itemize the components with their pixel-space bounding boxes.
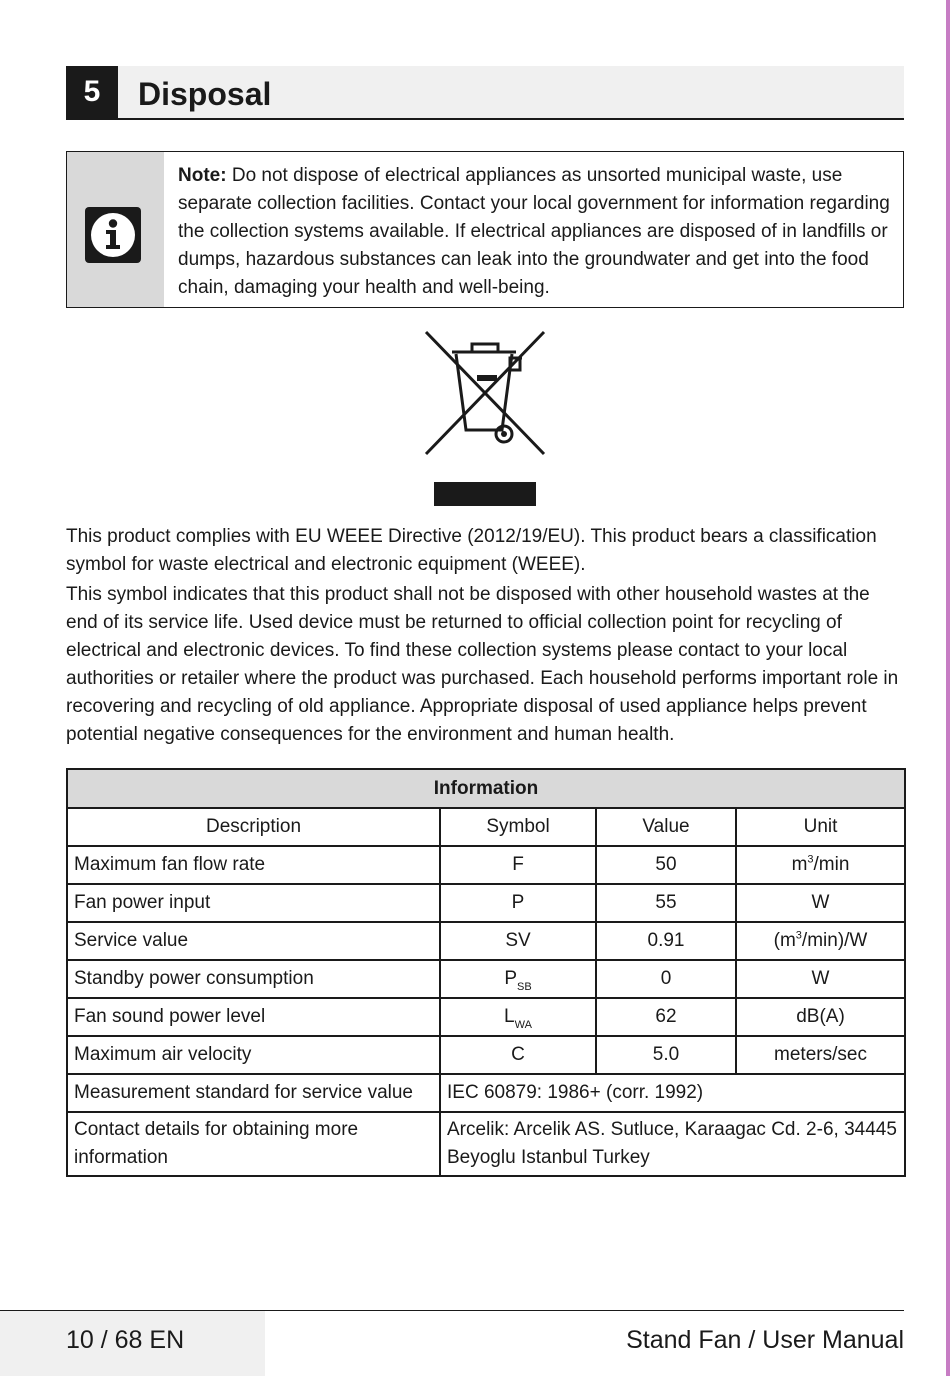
symbol-main: L bbox=[504, 1006, 515, 1027]
table-row bbox=[67, 1036, 905, 1074]
measurement-label: Measurement standard for service value bbox=[67, 1074, 440, 1112]
measurement-row bbox=[67, 1074, 905, 1112]
unit-suffix: /min bbox=[813, 854, 850, 875]
row-symbol bbox=[440, 998, 596, 1036]
crossed-out-wheelie-bin-icon bbox=[422, 328, 548, 458]
row-symbol bbox=[440, 1036, 596, 1074]
row-value: 0 bbox=[596, 960, 736, 998]
contact-value: Arcelik: Arcelik AS. Sutluce, Karaagac Cd. 2-6, 34445 Beyoglu Istanbul Turkey bbox=[440, 1112, 905, 1176]
row-unit bbox=[736, 884, 905, 922]
symbol-subscript: SB bbox=[517, 981, 532, 993]
row-unit bbox=[736, 922, 905, 960]
row-description: Fan power input bbox=[67, 884, 440, 922]
row-unit bbox=[736, 1036, 905, 1074]
page-number: 10 / 68 EN bbox=[66, 1326, 185, 1354]
row-unit bbox=[736, 998, 905, 1036]
symbol-main: C bbox=[511, 1044, 525, 1065]
info-icon bbox=[85, 207, 141, 263]
unit-main: dB(A) bbox=[796, 1006, 845, 1027]
symbol-paragraph: This symbol indicates that this product shall not be disposed with other household wastes at the end of its service life. Used device must be returned to official collection point for recycling of electrical and electronic devices. To find these collection systems please contact to your local authorities or retailer where the product was purchased. Each household performs important role in recovering and recycling of old appliance. Appropriate disposal of used appliance helps prevent potential negative consequences for the environment and human health. bbox=[66, 584, 899, 745]
document-title: Stand Fan / User Manual bbox=[626, 1326, 904, 1354]
section-number: 5 bbox=[66, 66, 118, 118]
row-description: Maximum fan flow rate bbox=[67, 846, 440, 884]
row-unit bbox=[736, 960, 905, 998]
section-header bbox=[66, 66, 904, 120]
row-symbol bbox=[440, 960, 596, 998]
table-row bbox=[67, 960, 905, 998]
row-value: 50 bbox=[596, 846, 736, 884]
unit-main: (m bbox=[773, 930, 796, 951]
unit-main: m bbox=[791, 854, 808, 875]
row-symbol bbox=[440, 846, 596, 884]
row-symbol bbox=[440, 884, 596, 922]
contact-label: Contact details for obtaining more information bbox=[67, 1112, 440, 1176]
table-row bbox=[67, 884, 905, 922]
weee-black-bar bbox=[434, 482, 536, 506]
row-value: 5.0 bbox=[596, 1036, 736, 1074]
row-symbol bbox=[440, 922, 596, 960]
row-description: Service value bbox=[67, 922, 440, 960]
measurement-value: IEC 60879: 1986+ (corr. 1992) bbox=[440, 1074, 905, 1112]
unit-main: W bbox=[811, 968, 830, 989]
row-value: 55 bbox=[596, 884, 736, 922]
table-row bbox=[67, 846, 905, 884]
contact-row bbox=[67, 1112, 905, 1176]
information-table bbox=[66, 768, 906, 1177]
symbol-main: P bbox=[511, 892, 525, 913]
unit-superscript: 3 bbox=[807, 853, 814, 866]
compliance-paragraph: This product complies with EU WEEE Directive (2012/19/EU). This product bears a classification symbol for waste electrical and electronic equipment (WEEE). bbox=[66, 526, 877, 575]
symbol-main: P bbox=[504, 968, 517, 989]
row-description: Maximum air velocity bbox=[67, 1036, 440, 1074]
page-edge-strip bbox=[946, 0, 950, 1376]
row-description: Standby power consumption bbox=[67, 960, 440, 998]
header-value: Value bbox=[596, 808, 736, 846]
section-title: Disposal bbox=[138, 76, 272, 112]
symbol-subscript: WA bbox=[514, 1019, 532, 1031]
table-row bbox=[67, 998, 905, 1036]
unit-suffix: /min)/W bbox=[801, 930, 868, 951]
note-body: Do not dispose of electrical appliances as unsorted municipal waste, use separate collection facilities. Contact your local government for information regarding the collection systems available. If electrical appliances are disposed of in landfills or dumps, hazardous substances can leak into the groundwater and get into the food chain, damaging your health and well-being. bbox=[178, 165, 890, 298]
symbol-main: F bbox=[512, 854, 524, 875]
table-header-row bbox=[67, 808, 905, 846]
symbol-main: SV bbox=[505, 930, 531, 951]
row-description: Fan sound power level bbox=[67, 998, 440, 1036]
note-label: Note: bbox=[178, 165, 227, 186]
table-title: Information bbox=[67, 769, 905, 808]
note-box bbox=[66, 151, 904, 308]
note-icon-cell bbox=[67, 152, 164, 307]
table-title-row bbox=[67, 769, 905, 808]
unit-main: W bbox=[811, 892, 830, 913]
unit-main: meters/sec bbox=[774, 1044, 867, 1065]
note-text bbox=[178, 162, 893, 302]
row-value: 0.91 bbox=[596, 922, 736, 960]
header-description: Description bbox=[67, 808, 440, 846]
header-unit: Unit bbox=[736, 808, 905, 846]
header-symbol: Symbol bbox=[440, 808, 596, 846]
unit-superscript: 3 bbox=[795, 929, 802, 942]
row-value: 62 bbox=[596, 998, 736, 1036]
row-unit bbox=[736, 846, 905, 884]
table-row bbox=[67, 922, 905, 960]
